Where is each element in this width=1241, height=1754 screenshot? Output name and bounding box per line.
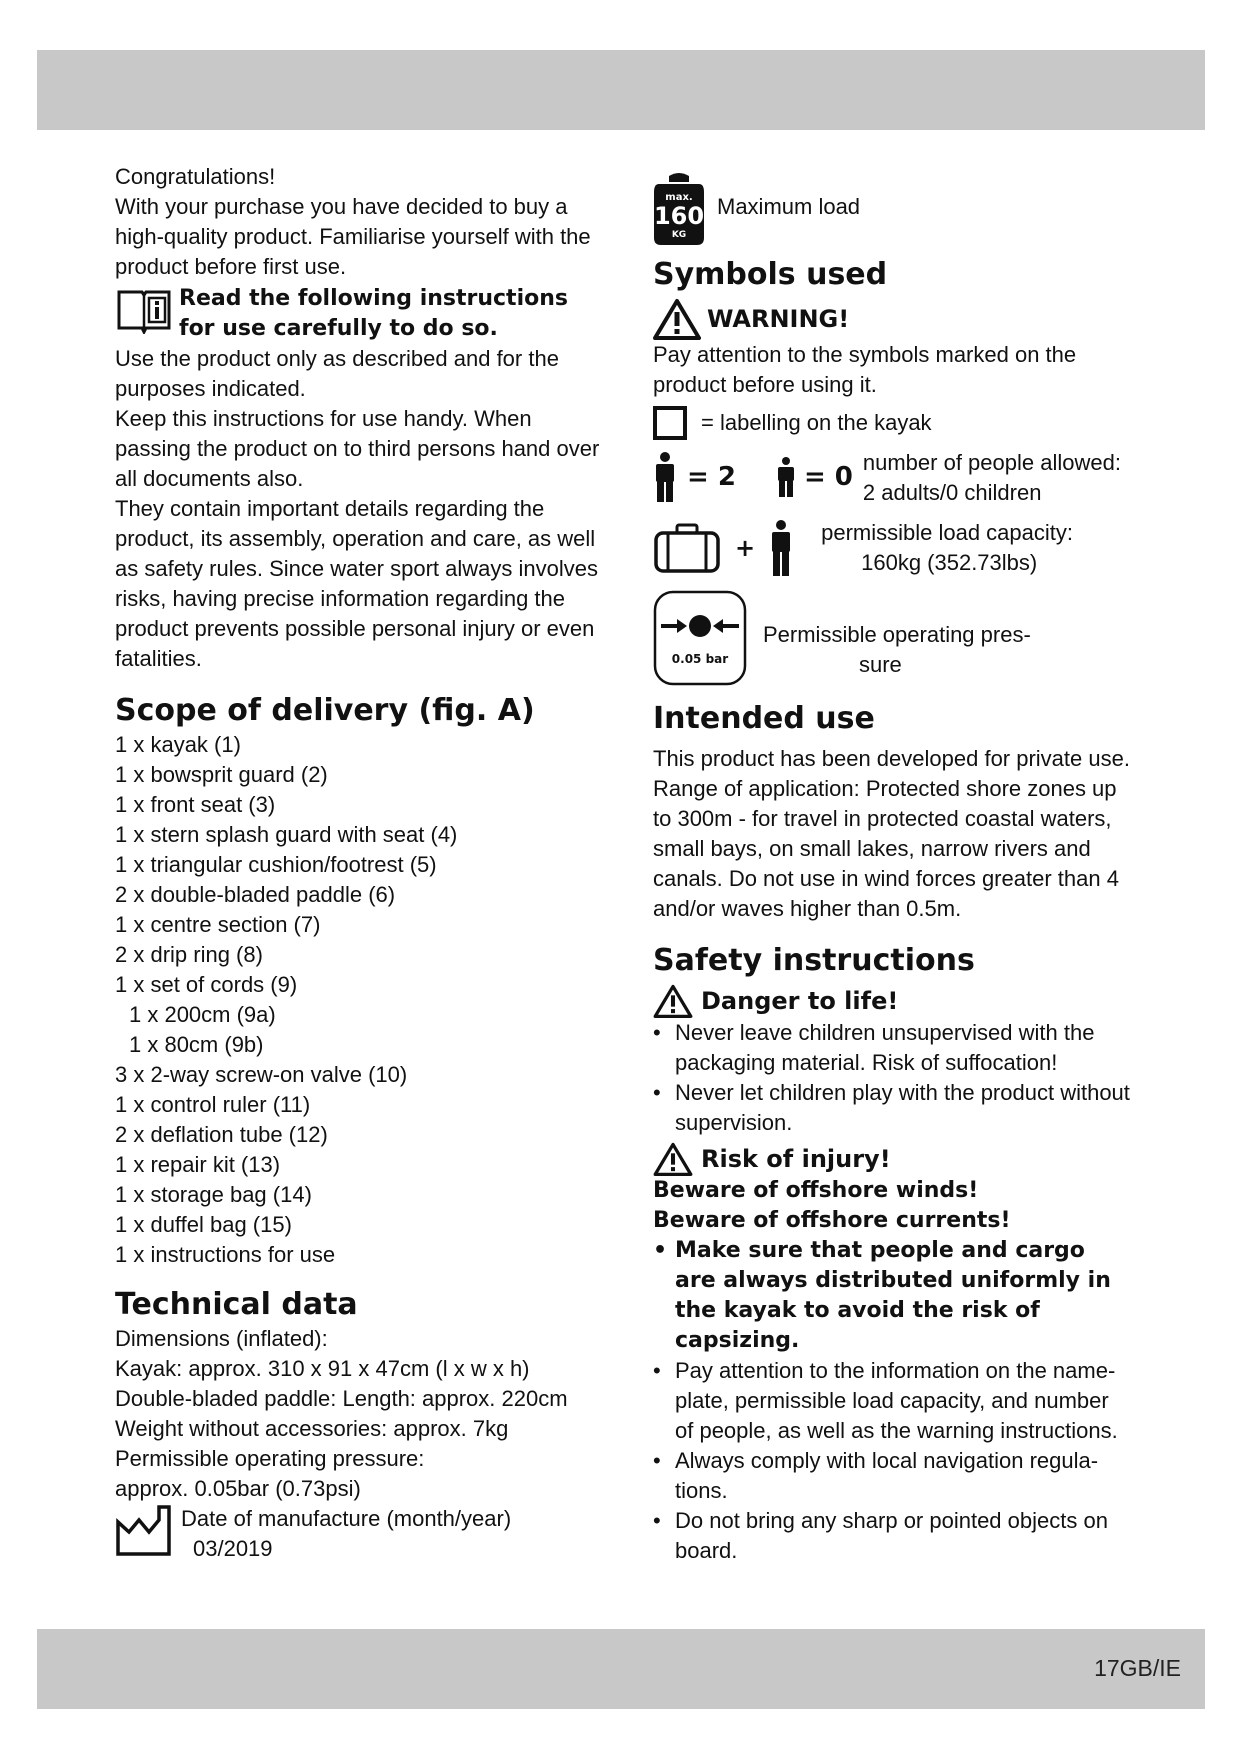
intended-text: This product has been developed for private use. Range of application: Protected shore zones up to 300m - for travel in protected coastal waters, small bays, on small lakes, narrow rivers and canals. Do not use in wind forces greater than 4 and/or waves higher than 0.5m. <box>653 746 1130 921</box>
technical-line: Double-bladed paddle: Length: approx. 220cm <box>115 1386 568 1411</box>
risk-row <box>653 1142 1133 1176</box>
pressure-icon-text: 0.05 bar <box>671 652 729 666</box>
safety-bullet <box>653 1356 1133 1446</box>
scope-title: Scope of delivery (fig. A) <box>115 693 535 728</box>
list-item: 1 x centre section (7) <box>115 912 321 937</box>
adults-count: = 2 <box>687 462 736 492</box>
list-item: 1 x duffel bag (15) <box>115 1212 292 1237</box>
page-number: 17GB/IE <box>1094 1655 1181 1681</box>
adult-person-icon <box>653 452 677 502</box>
list-sub-item: 1 x 200cm (9a) <box>129 1002 276 1027</box>
danger-bullet-text: Never leave children unsupervised with the packaging material. Risk of suffocation! <box>675 1020 1095 1075</box>
risk-warning-icon <box>653 1142 693 1176</box>
list-sub-item: 1 x 80cm (9b) <box>129 1032 264 1057</box>
danger-label: Danger to life! <box>701 987 899 1015</box>
weight-icon-unit: KG <box>671 230 687 240</box>
list-item: 1 x storage bag (14) <box>115 1182 312 1207</box>
luggage-icon <box>653 522 721 574</box>
warning-label: WARNING! <box>707 305 850 333</box>
people-row <box>653 448 1133 508</box>
bullet-dot: • <box>653 1238 668 1263</box>
load-capacity-row <box>653 518 1133 578</box>
technical-list <box>115 1324 600 1504</box>
risk-label: Risk of injury! <box>701 1145 891 1173</box>
pressure-gauge-icon <box>653 590 747 686</box>
list-item: 1 x triangular cushion/footrest (5) <box>115 852 437 877</box>
technical-title: Technical data <box>115 1287 358 1322</box>
bullet-dot: • <box>653 1508 661 1533</box>
list-item: 1 x bowsprit guard (2) <box>115 762 328 787</box>
load-icons <box>653 520 793 576</box>
danger-bullet <box>653 1018 1133 1078</box>
right-column <box>653 168 1133 1566</box>
danger-row <box>653 984 1133 1018</box>
book-info-icon <box>115 286 173 334</box>
beware-winds: Beware of offshore winds! <box>653 1178 979 1203</box>
safety-bullet <box>653 1506 1133 1566</box>
manufacture-date-row <box>115 1504 600 1564</box>
list-item: 1 x stern splash guard with seat (4) <box>115 822 458 847</box>
safety-bullet-text: Always comply with local navigation regula-tions. <box>675 1448 1099 1503</box>
bullet-dot: • <box>653 1358 661 1383</box>
use-as-described: Use the product only as described and for the purposes indicated. <box>115 346 559 401</box>
important-details: They contain important details regarding the product, its assembly, operation and care, as well as safety rules. Since water sport always involves risks, having precise information regarding the product prevents possible personal injury or even fatalities. <box>115 496 598 671</box>
bullet-dot: • <box>653 1020 661 1045</box>
labelling-square-icon <box>653 406 687 440</box>
purchase-text: With your purchase you have decided to buy a high-quality product. Familiarise yourself with the product before first use. <box>115 194 591 279</box>
symbols-title: Symbols used <box>653 257 888 292</box>
warning-icon <box>653 298 701 340</box>
list-item: 1 x repair kit (13) <box>115 1152 281 1177</box>
people-allowed-line1: number of people allowed: <box>862 450 1121 475</box>
weight-icon-value: 160 <box>653 202 705 230</box>
list-item: 1 x kayak (1) <box>115 732 241 757</box>
left-column <box>115 162 600 1564</box>
child-person-icon <box>776 457 796 497</box>
scope-list <box>115 730 600 1270</box>
safety-bullet <box>653 1446 1133 1506</box>
safety-bullet-text: Pay attention to the information on the name-plate, permissible load capacity, and number of people, as well as the warning instructions. <box>675 1358 1118 1443</box>
bold-bullet <box>653 1236 1133 1356</box>
intended-title: Intended use <box>653 701 875 736</box>
weight-icon <box>653 168 705 246</box>
safety-title: Safety instructions <box>653 943 975 978</box>
manufacture-date: 03/2019 <box>193 1536 273 1561</box>
labelling-row <box>653 406 1133 440</box>
symbols-attention: Pay attention to the symbols marked on the product before using it. <box>653 342 1077 397</box>
load-capacity-line1: permissible load capacity: <box>821 520 1074 545</box>
beware-currents: Beware of offshore currents! <box>653 1208 1011 1233</box>
danger-warning-icon <box>653 984 693 1018</box>
people-icons <box>653 452 853 502</box>
list-item: 2 x double-bladed paddle (6) <box>115 882 396 907</box>
people-allowed-line2: 2 adults/0 children <box>862 480 1042 505</box>
read-instructions-text: Read the following instructions for use carefully to do so. <box>179 286 568 341</box>
danger-bullet-text: Never let children play with the product without supervision. <box>675 1080 1130 1135</box>
bullet-dot: • <box>653 1080 661 1105</box>
list-item: 3 x 2-way screw-on valve (10) <box>115 1062 408 1087</box>
pressure-row <box>653 590 1133 686</box>
warning-row <box>653 298 1133 340</box>
labelling-text: = labelling on the kayak <box>701 410 932 435</box>
congratulations: Congratulations! <box>115 164 276 189</box>
max-load-row <box>653 168 1133 246</box>
manufacture-label: Date of manufacture (month/year) <box>181 1506 512 1531</box>
read-instructions-notice <box>115 284 600 344</box>
list-item: 1 x control ruler (11) <box>115 1092 311 1117</box>
technical-line: Permissible operating pressure: <box>115 1446 425 1471</box>
pressure-line1: Permissible operating pres- <box>763 622 1031 647</box>
load-person-icon <box>769 520 793 576</box>
list-item: 2 x deflation tube (12) <box>115 1122 328 1147</box>
children-count: = 0 <box>803 462 853 492</box>
factory-icon <box>115 1504 173 1558</box>
max-load-label: Maximum load <box>717 194 861 219</box>
bold-bullet-text: Make sure that people and cargo are always distributed uniformly in the kayak to avoid the risk of capsizing. <box>675 1238 1111 1353</box>
technical-line: Kayak: approx. 310 x 91 x 47cm (l x w x h) <box>115 1356 530 1381</box>
list-item: 1 x front seat (3) <box>115 792 276 817</box>
footer-band <box>37 1629 1205 1709</box>
plus-sign: + <box>735 534 756 562</box>
danger-bullet <box>653 1078 1133 1138</box>
pressure-line2: sure <box>859 652 902 677</box>
weight-icon-max: max. <box>665 192 693 203</box>
technical-line: approx. 0.05bar (0.73psi) <box>115 1476 361 1501</box>
header-band <box>37 50 1205 130</box>
safety-bullet-text: Do not bring any sharp or pointed objects on board. <box>675 1508 1108 1563</box>
list-item: 1 x instructions for use <box>115 1242 336 1267</box>
load-capacity-line2: 160kg (352.73lbs) <box>861 550 1038 575</box>
keep-handy: Keep this instructions for use handy. When passing the product on to third persons hand over all documents also. <box>115 406 600 491</box>
technical-line: Weight without accessories: approx. 7kg <box>115 1416 509 1441</box>
technical-line: Dimensions (inflated): <box>115 1326 328 1351</box>
bullet-dot: • <box>653 1448 661 1473</box>
list-item: 1 x set of cords (9) <box>115 972 298 997</box>
list-item: 2 x drip ring (8) <box>115 942 263 967</box>
